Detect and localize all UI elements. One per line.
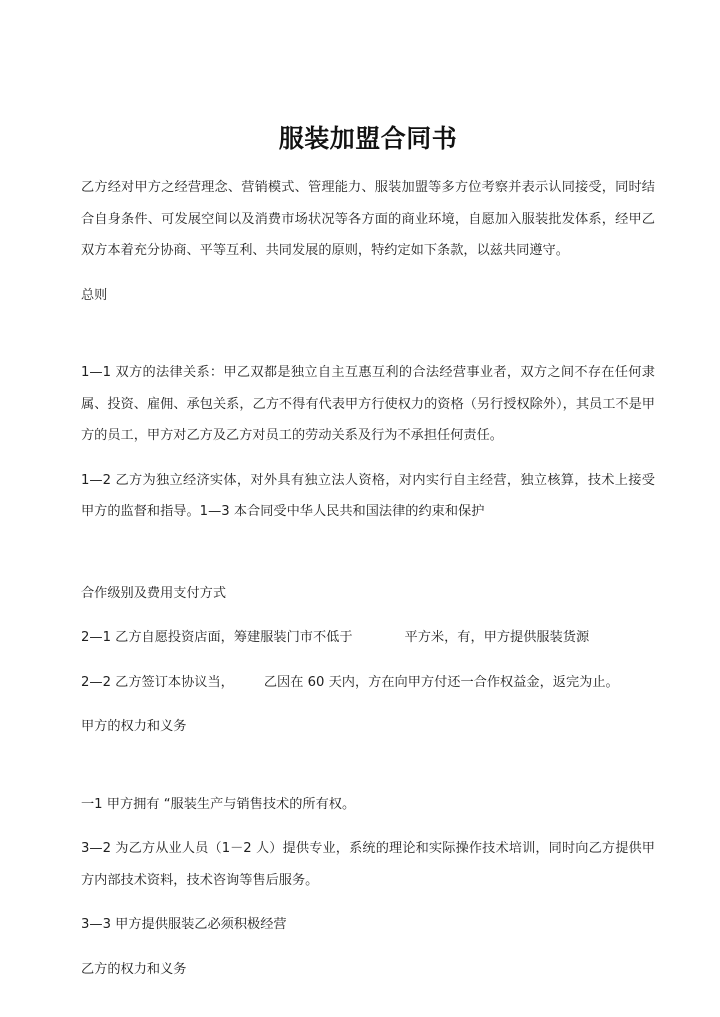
document-title: 服装加盟合同书 — [278, 124, 458, 153]
section-heading-general-principles: 总则 — [81, 287, 108, 303]
clause-1-2-and-1-3: 1—2 乙方为独立经济实体，对外具有独立法人资格，对内实行自主经营，独立核算，技术上接受甲方的监督和指导。1—3 本合同受中华人民共和国法律的约束和保护 — [81, 472, 655, 520]
clause-2-1-text-before-blank: 2—1 乙方自愿投资店面，筹建服装门市不低于 — [81, 630, 353, 646]
section-heading-party-a-rights-and-obligations: 甲方的权力和义务 — [81, 719, 187, 735]
spacer-between-clause-2-1-and-2-2 — [81, 654, 655, 667]
clause-2-2-text-after-blank: 乙因在 60 天内，方在向甲方付还一合作权益金，返完为止。 — [263, 674, 619, 690]
spacer-before-party-b-heading — [81, 941, 655, 954]
document-body — [81, 0, 655, 985]
preamble-paragraph: 乙方经对甲方之经营理念、营销模式、管理能力、服装加盟等多方位考察并表示认同接受，同时结合自身条件、可发展空间以及消费市场状况等各方面的商业环境，自愿加入服装批发体系，经甲乙双方本着充分协商、平等互利、共同发展的原则，特约定如下条款，以兹共同遵守。 — [81, 180, 655, 259]
clause-2-1 — [81, 622, 655, 654]
clause-3-2: 3—2 为乙方从业人员（1－2 人）提供专业，系统的理论和实际操作技术培训，同时向乙方提供甲方内部技术资料，技术咨询等售后服务。 — [81, 841, 655, 888]
clause-3-3: 3—3 甲方提供服装乙必须积极经营 — [81, 917, 287, 933]
clause-3-1: 一1 甲方拥有 “服装生产与销售技术的所有权。 — [81, 796, 356, 812]
clause-1-1: 1—1 双方的法律关系：甲乙双都是独立自主互惠互利的合法经营事业者，双方之间不存在任何隶属、投资、雇佣、承包关系，乙方不得有代表甲方行使权力的资格（另行授权除外），其员工不是甲方的员工，甲方对乙方及乙方对员工的劳动关系及行为不承担任何责任。 — [81, 365, 655, 444]
spacer-before-party-a-heading — [81, 698, 655, 711]
spacer-between-clause-3-2-and-3-3 — [81, 896, 655, 909]
spacer-after-fee-heading — [81, 609, 655, 622]
spacer-after-party-a-heading — [81, 743, 655, 789]
spacer-between-clause-1-1-and-1-2 — [81, 452, 655, 465]
clause-2-2 — [81, 667, 655, 699]
spacer-after-title — [81, 154, 655, 172]
clause-2-1-text-after-blank: 平方米，有，甲方提供服装货源 — [404, 630, 590, 646]
spacer-after-general-heading — [81, 311, 655, 357]
clause-2-2-text-before-blank: 2—2 乙方签订本协议当， — [81, 674, 234, 690]
spacer-before-general-heading — [81, 267, 655, 280]
spacer-between-clause-3-1-and-3-2 — [81, 820, 655, 833]
section-heading-cooperation-level-and-fees: 合作级别及费用支付方式 — [81, 585, 227, 601]
spacer-before-fee-heading — [81, 528, 655, 578]
section-heading-party-b-rights-and-obligations: 乙方的权力和义务 — [81, 961, 187, 977]
